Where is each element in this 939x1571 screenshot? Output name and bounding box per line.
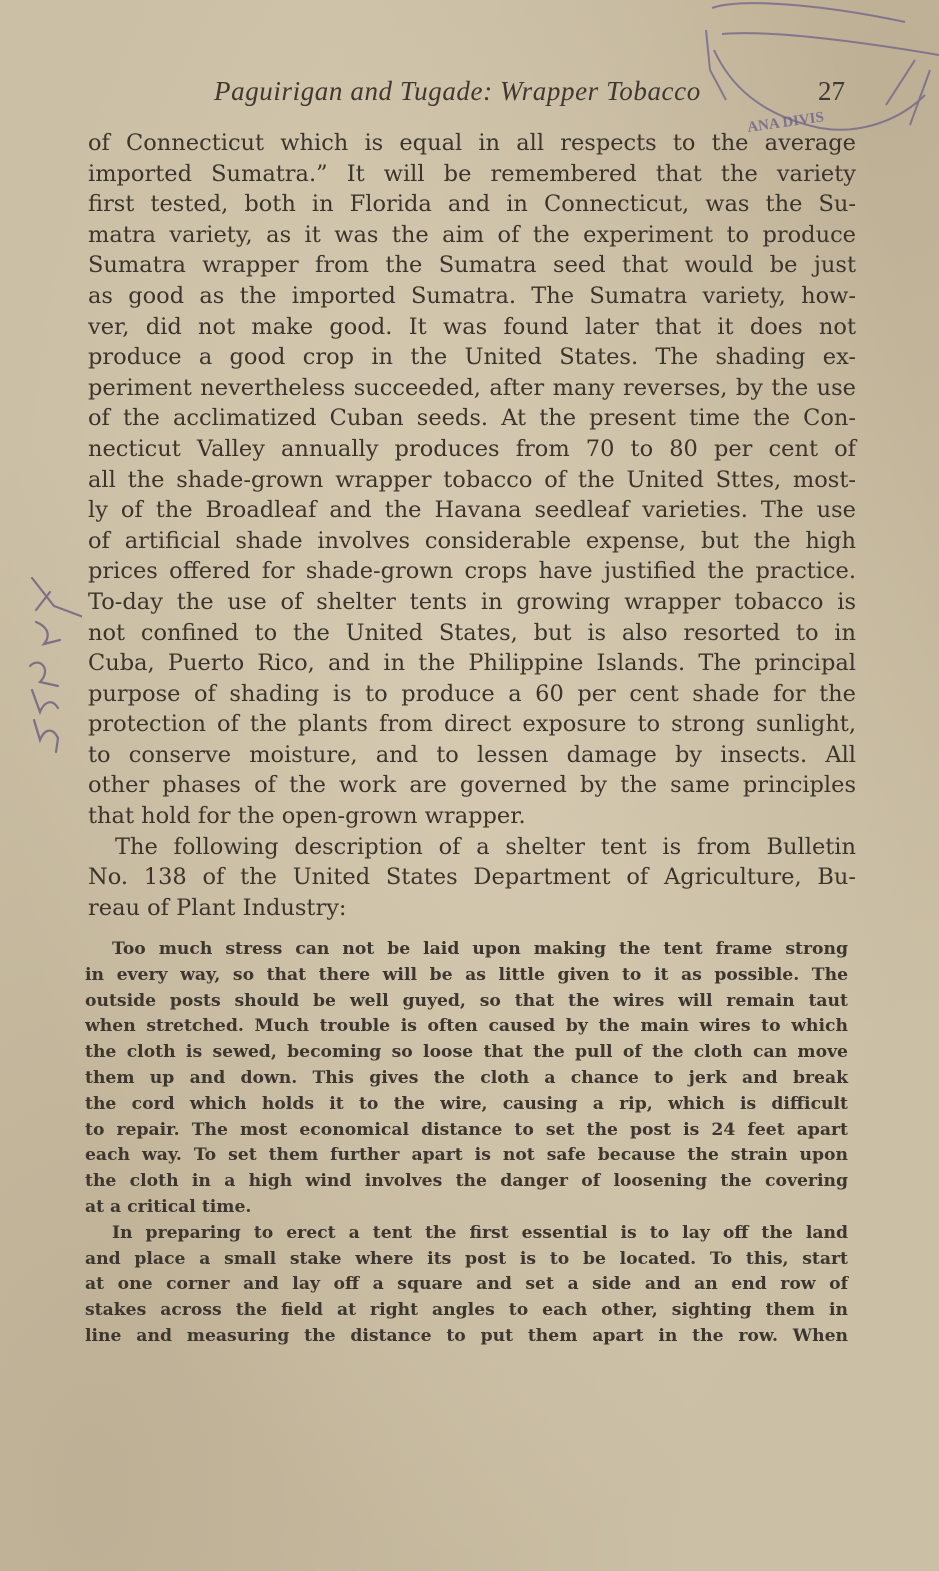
quote-line: each way. To set them further apart is not safe because the strain upon	[85, 1145, 848, 1166]
body-line: necticut Valley annually produces from 70 to 80 per cent of	[88, 435, 856, 462]
handwritten-margin-number	[22, 570, 82, 770]
body-line: Sumatra wrapper from the Sumatra seed that would be just	[88, 252, 856, 279]
intro-line: reau of Plant Industry:	[88, 894, 347, 921]
body-line: imported Sumatra.” It will be remembered that the variety	[88, 160, 856, 187]
quote-line: when stretched. Much trouble is often caused by the main wires to which	[85, 1016, 848, 1037]
body-line: to conserve moisture, and to lessen damage by insects. All	[88, 741, 856, 768]
body-line: ly of the Broadleaf and the Havana seedleaf varieties. The use	[88, 497, 856, 524]
body-line: To-day the use of shelter tents in growing wrapper tobacco is	[88, 588, 856, 615]
stamp-text: ANA DIVIS	[746, 109, 825, 136]
body-line: of the acclimatized Cuban seeds. At the present time the Con-	[88, 405, 856, 432]
body-line: protection of the plants from direct exposure to strong sunlight,	[88, 711, 856, 738]
quote-line: outside posts should be well guyed, so that the wires will remain taut	[85, 990, 848, 1011]
body-line: of Connecticut which is equal in all respects to the average	[88, 130, 856, 156]
quote-line: line and measuring the distance to put them apart in the row. When	[85, 1325, 848, 1346]
quote-line: In preparing to erect a tent the first essential is to lay off the land	[112, 1222, 848, 1243]
body-line: prices offered for shade-grown crops have justified the practice.	[88, 558, 856, 585]
quote-line: stakes across the field at right angles to each other, sighting them in	[85, 1300, 848, 1321]
quote-line: them up and down. This gives the cloth a chance to jerk and break	[85, 1067, 848, 1088]
body-line: produce a good crop in the United States. The shading ex-	[88, 344, 856, 371]
body-line: as good as the imported Sumatra. The Sumatra variety, how-	[88, 282, 856, 309]
body-line: all the shade-grown wrapper tobacco of the United Sttes, most-	[88, 466, 856, 493]
body-line: not confined to the United States, but is also resorted to in	[88, 619, 856, 646]
quote-line: in every way, so that there will be as little given to it as possible. The	[85, 964, 848, 985]
body-line: that hold for the open-grown wrapper.	[88, 803, 526, 830]
intro-line: The following description of a shelter tent is from Bulletin	[115, 833, 856, 860]
body-line: first tested, both in Florida and in Connecticut, was the Su-	[88, 191, 856, 218]
body-line: of artificial shade involves considerable expense, but the high	[88, 527, 856, 554]
quote-line: at a critical time.	[85, 1196, 252, 1217]
quote-line: to repair. The most economical distance to set the post is 24 feet apart	[85, 1119, 848, 1140]
quote-line: Too much stress can not be laid upon making the tent frame strong	[112, 939, 848, 959]
body-line: other phases of the work are governed by the same principles	[88, 772, 856, 799]
block-quote	[85, 937, 848, 1350]
quote-line: the cloth is sewed, becoming so loose that the pull of the cloth can move	[85, 1042, 848, 1063]
quote-line: at one corner and lay off a square and set a side and an end row of	[85, 1274, 848, 1295]
quote-line: and place a small stake where its post is to be located. To this, start	[85, 1248, 848, 1269]
intro-line: No. 138 of the United States Department of Agriculture, Bu-	[88, 864, 856, 891]
quote-line: the cord which holds it to the wire, causing a rip, which is difficult	[85, 1093, 848, 1114]
body-line: Cuba, Puerto Rico, and in the Philippine Islands. The principal	[88, 650, 856, 677]
body-line: ver, did not make good. It was found later that it does not	[88, 313, 856, 340]
running-head: Paguirigan and Tugade: Wrapper Tobacco	[214, 76, 701, 106]
page-number: 27	[818, 76, 845, 106]
quote-line: the cloth in a high wind involves the danger of loosening the covering	[85, 1171, 848, 1192]
body-line: matra variety, as it was the aim of the experiment to produce	[88, 221, 856, 248]
body-line: purpose of shading is to produce a 60 per cent shade for the	[88, 680, 856, 707]
body-line: periment nevertheless succeeded, after many reverses, by the use	[88, 374, 856, 401]
body-text	[88, 128, 856, 923]
